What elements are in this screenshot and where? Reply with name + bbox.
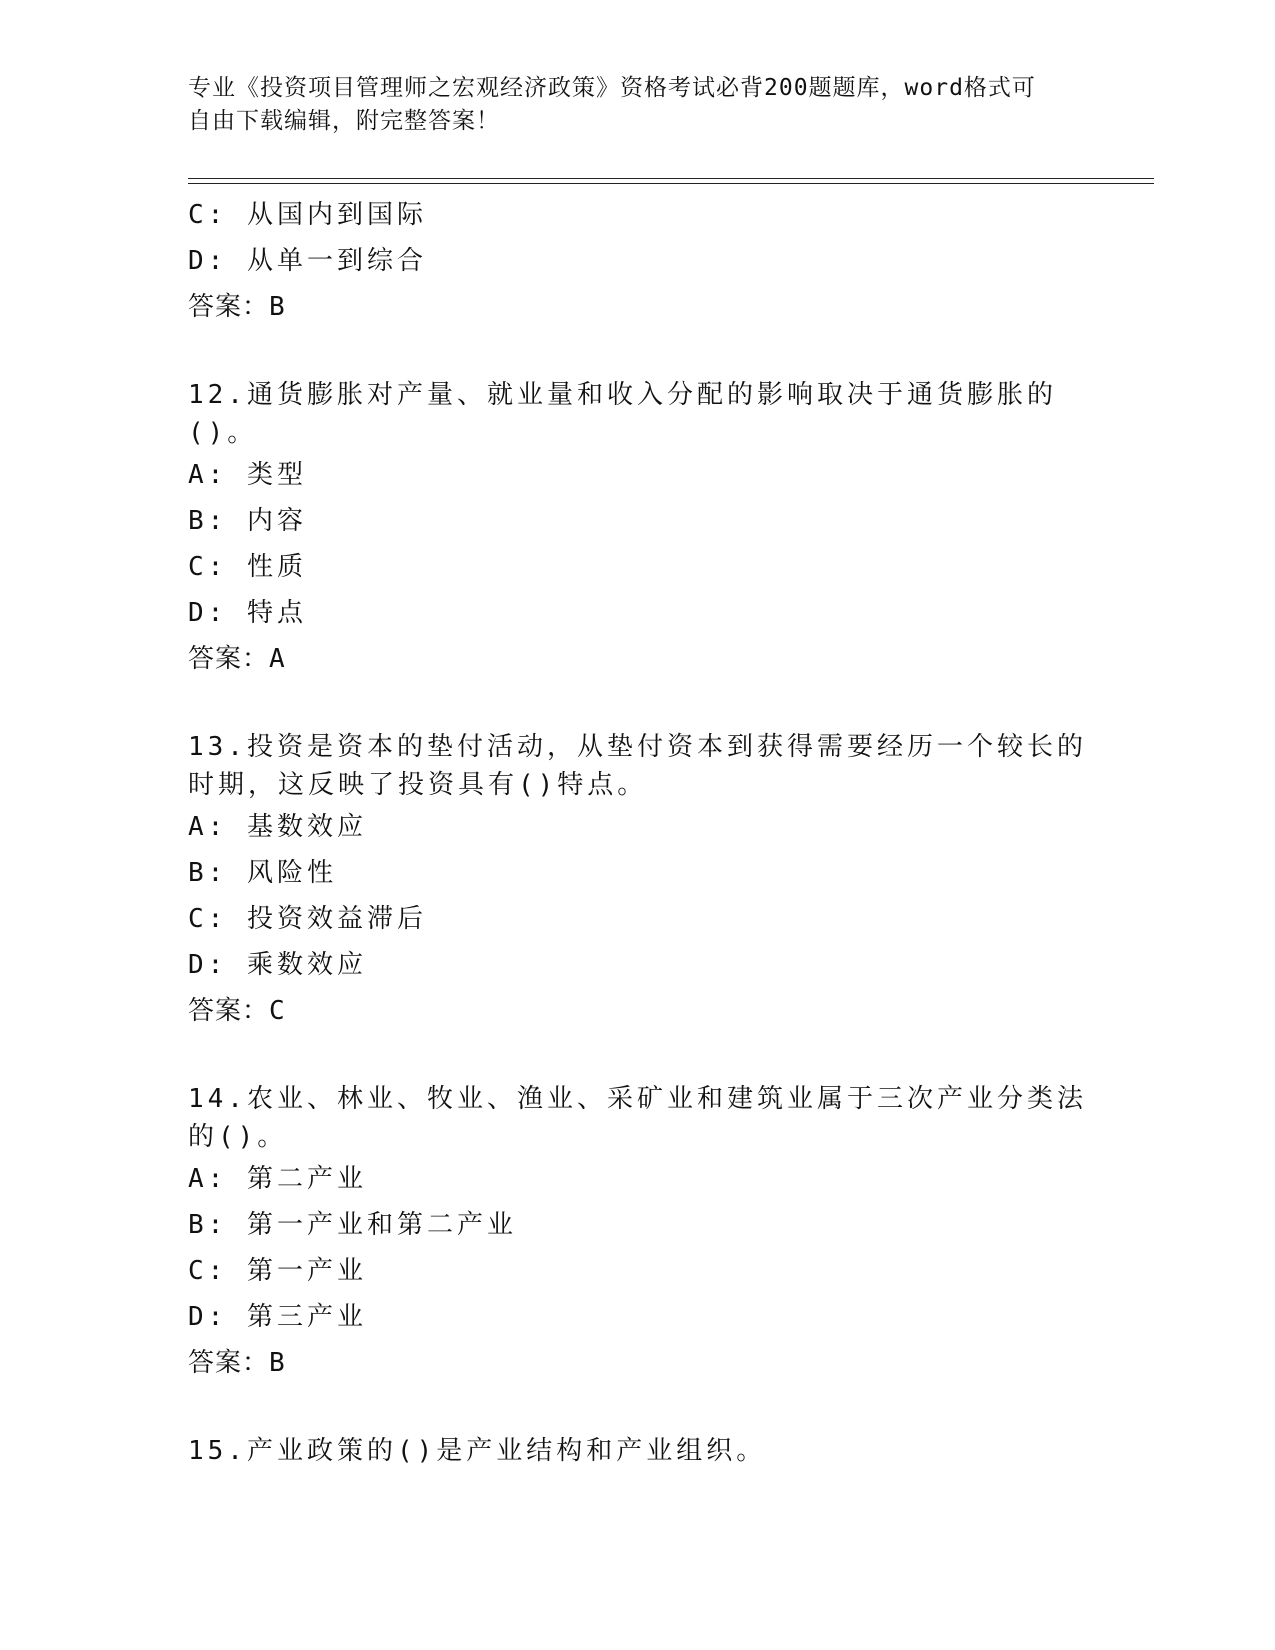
document-header <box>188 72 1068 138</box>
question-list <box>188 188 1088 1470</box>
option-c: C: 第一产业 <box>188 1256 367 1286</box>
option-d: D: 特点 <box>188 598 307 628</box>
question-11-partial <box>188 188 1088 330</box>
header-line-2: 自由下载编辑，附完整答案！ <box>188 108 500 134</box>
option-d: D: 从单一到综合 <box>188 246 427 276</box>
option-c: C: 投资效益滞后 <box>188 904 427 934</box>
option-b: B: 风险性 <box>188 858 337 888</box>
option-a: A: 基数效应 <box>188 812 367 842</box>
spacer <box>188 1386 1088 1432</box>
question-text: 14.农业、林业、牧业、渔业、采矿业和建筑业属于三次产业分类法的()。 <box>188 1084 1087 1152</box>
question-15 <box>188 1432 1088 1470</box>
option-d: D: 第三产业 <box>188 1302 367 1332</box>
answer: 答案：C <box>188 996 286 1026</box>
option-d: D: 乘数效应 <box>188 950 367 980</box>
question-text: 12.通货膨胀对产量、就业量和收入分配的影响取决于通货膨胀的()。 <box>188 380 1057 448</box>
option-b: B: 内容 <box>188 506 307 536</box>
option-a: A: 类型 <box>188 460 307 490</box>
question-12 <box>188 376 1088 682</box>
option-c: C: 性质 <box>188 552 307 582</box>
spacer <box>188 330 1088 376</box>
question-text: 13.投资是资本的垫付活动，从垫付资本到获得需要经历一个较长的时期，这反映了投资具有()特点。 <box>188 732 1087 800</box>
question-14 <box>188 1080 1088 1386</box>
option-b: B: 第一产业和第二产业 <box>188 1210 517 1240</box>
answer: 答案：B <box>188 292 286 322</box>
option-a: A: 第二产业 <box>188 1164 367 1194</box>
spacer <box>188 682 1088 728</box>
answer: 答案：A <box>188 644 286 674</box>
answer: 答案：B <box>188 1348 286 1378</box>
option-c: C: 从国内到国际 <box>188 200 427 230</box>
spacer <box>188 1034 1088 1080</box>
question-text: 15.产业政策的()是产业结构和产业组织。 <box>188 1436 767 1466</box>
header-rule-top <box>188 178 1154 179</box>
question-13 <box>188 728 1088 1034</box>
header-line-1: 专业《投资项目管理师之宏观经济政策》资格考试必背200题题库，word格式可 <box>188 75 1036 101</box>
header-rule-bottom <box>188 183 1154 184</box>
